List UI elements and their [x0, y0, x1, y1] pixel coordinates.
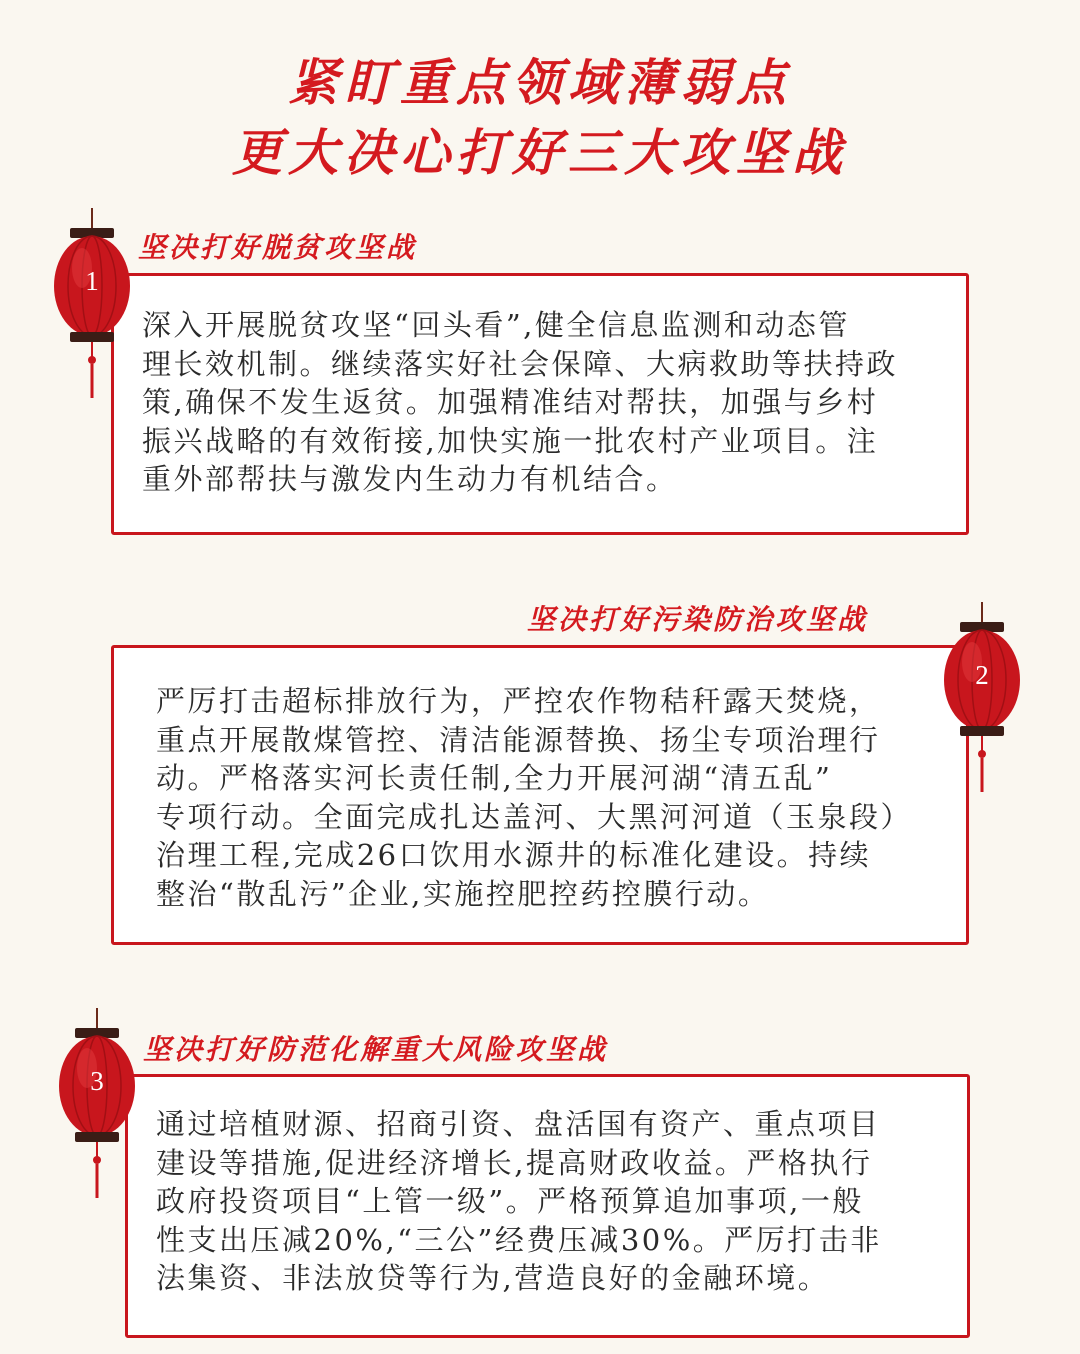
section-2-box	[111, 645, 969, 945]
section-1-text: 深入开展脱贫攻坚“回头看”,健全信息监测和动态管 理长效机制。继续落实好社会保障、大病救助等扶持政 策,确保不发生返贫。加强精准结对帮扶，加强与乡村 振兴战略的有效衔接,加快实施一批农村产业项目。注 重外部帮扶与激发内生动力有机结合。	[142, 308, 899, 496]
section-3-number: 3	[90, 1066, 104, 1096]
page-title-line-2: 更大决心打好三大攻坚战	[232, 123, 848, 182]
lantern-icon	[942, 602, 1022, 792]
section-3-heading: 坚决打好防范化解重大风险攻坚战	[143, 1033, 609, 1066]
lantern-icon	[52, 208, 132, 398]
section-2-number: 2	[975, 660, 989, 690]
page-title-line-1: 紧盯重点领域薄弱点	[288, 53, 792, 112]
section-3-box	[125, 1074, 970, 1338]
lantern-icon	[57, 1008, 137, 1198]
section-2-text: 严厉打击超标排放行为，严控农作物秸秆露天焚烧， 重点开展散煤管控、清洁能源替换、扬尘专项治理行 动。严格落实河长责任制,全力开展河湖“清五乱” 专项行动。全面完成扎达盖河、大黑河河道（玉泉段） 治理工程,完成26口饮用水源井的标准化建设。持续 整治“散乱污”企业,实施控肥控药控膜行动。	[156, 684, 913, 911]
section-1-box	[111, 273, 969, 535]
section-3-text: 通过培植财源、招商引资、盘活国有资产、重点项目 建设等措施,促进经济增长,提高财政收益。严格执行 政府投资项目“上管一级”。严格预算追加事项,一般 性支出压减20%,“三公”经费压减30%。严厉打击非 法集资、非法放贷等行为,营造良好的金融环境。	[156, 1107, 882, 1295]
section-2-heading: 坚决打好污染防治攻坚战	[527, 603, 869, 636]
section-1-number: 1	[85, 266, 99, 296]
section-1-heading: 坚决打好脱贫攻坚战	[138, 231, 418, 264]
